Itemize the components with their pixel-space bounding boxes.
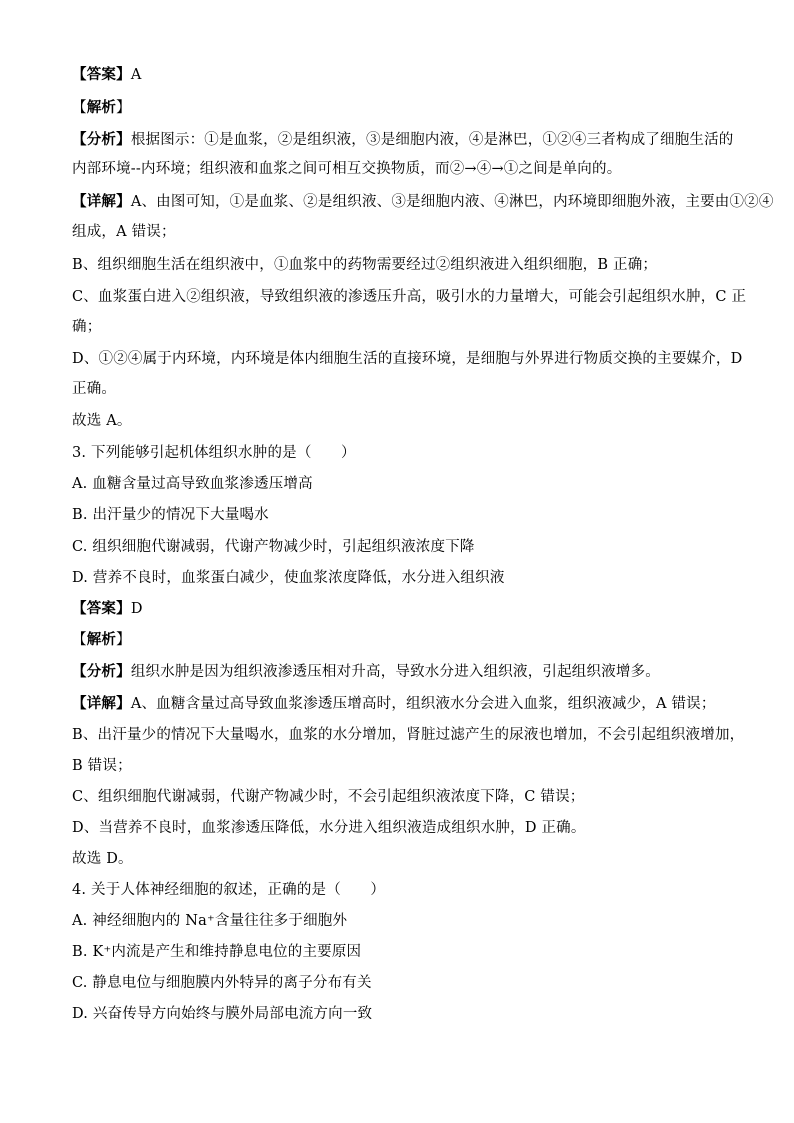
text-line	[72, 192, 774, 212]
line-text: 组成，A 错误；	[72, 224, 176, 240]
option-d	[72, 1004, 732, 1024]
answer-line	[72, 65, 732, 85]
line-label: 【分析】	[72, 663, 131, 680]
option-c	[72, 973, 732, 993]
text-line	[72, 725, 745, 745]
text-line	[72, 694, 732, 714]
answer-label: 【答案】	[72, 600, 131, 617]
option-c	[72, 537, 732, 557]
text-line	[72, 818, 732, 838]
text-line	[72, 222, 732, 242]
option-b	[72, 505, 732, 525]
line-text: B 错误；	[72, 758, 132, 774]
analysis-label: 解析	[86, 631, 117, 648]
line-text: 故选 A。	[72, 413, 132, 429]
line-text: A. 神经细胞内的 Na⁺含量往往多于细胞外	[72, 913, 348, 929]
text-line	[72, 349, 743, 369]
line-text: 根据图示：①是血浆，②是组织液，③是细胞内液，④是淋巴，①②④三者构成了细胞生活的	[130, 132, 734, 148]
text-line	[72, 287, 747, 307]
line-text: D. 兴奋传导方向始终与膜外局部电流方向一致	[72, 1006, 373, 1022]
option-d	[72, 568, 732, 588]
line-label: 【分析】	[72, 131, 131, 148]
line-label: 【详解】	[72, 193, 131, 210]
line-text: 正确。	[72, 381, 117, 397]
text-line	[72, 255, 732, 275]
line-text: C、血浆蛋白进入②组织液，导致组织液的渗透压升高，吸引水的力量增大，可能会引起组织水肿，C 正	[72, 289, 747, 305]
text-line	[72, 130, 732, 150]
line-text: A、血糖含量过高导致血浆渗透压增高时，组织液水分会进入血浆，组织液减少，A 错误；	[130, 696, 716, 712]
answer-text: D	[130, 601, 143, 617]
answer-label: 【答案】	[72, 66, 131, 83]
line-text: 内部环境--内环境；组织液和血浆之间可相互交换物质，而②→④→①之间是单向的。	[72, 161, 622, 177]
analysis-heading: 【解析】	[72, 99, 131, 116]
line-text: D、当营养不良时，血浆渗透压降低，水分进入组织液造成组织水肿，D 正确。	[72, 820, 586, 836]
analysis-label: 解析	[86, 99, 117, 116]
answer-text: A	[130, 67, 142, 83]
line-text: A. 血糖含量过高导致血浆渗透压增高	[72, 476, 313, 492]
text-line	[72, 787, 732, 807]
line-text: B、出汗量少的情况下大量喝水，血浆的水分增加，肾脏过滤产生的尿液也增加，不会引起组织液增加，	[72, 727, 745, 743]
line-text: C、组织细胞代谢减弱，代谢产物减少时，不会引起组织液浓度下降，C 错误；	[72, 789, 585, 805]
text-line	[72, 662, 732, 682]
answer-line	[72, 599, 732, 619]
line-text: C. 组织细胞代谢减弱，代谢产物减少时，引起组织液浓度下降	[72, 539, 475, 555]
line-text: B、组织细胞生活在组织液中，①血浆中的药物需要经过②组织液进入组织细胞，B 正确；	[72, 257, 658, 273]
line-text: 组织水肿是因为组织液渗透压相对升高，导致水分进入组织液，引起组织液增多。	[130, 664, 661, 680]
line-text: B. K⁺内流是产生和维持静息电位的主要原因	[72, 944, 362, 960]
option-a	[72, 911, 732, 931]
text-line	[72, 317, 732, 337]
text-line	[72, 379, 732, 399]
option-a	[72, 474, 732, 494]
text-line	[72, 849, 732, 869]
line-text: 4. 关于人体神经细胞的叙述，正确的是（ ）	[72, 882, 386, 898]
line-text: B. 出汗量少的情况下大量喝水	[72, 507, 269, 523]
line-text: 故选 D。	[72, 851, 133, 867]
analysis-heading: 【解析】	[72, 631, 131, 648]
text-line	[72, 756, 732, 776]
line-text: C. 静息电位与细胞膜内外特异的离子分布有关	[72, 975, 372, 991]
line-text: D. 营养不良时，血浆蛋白减少，使血浆浓度降低，水分进入组织液	[72, 570, 505, 586]
line-text: 确；	[72, 319, 102, 335]
line-text: D、①②④属于内环境，内环境是体内细胞生活的直接环境，是细胞与外界进行物质交换的主要媒介，D	[72, 351, 743, 367]
question-4-stem	[72, 880, 732, 900]
line-text: A、由图可知，①是血浆、②是组织液、③是细胞内液、④淋巴，内环境即细胞外液，主要由①②④	[130, 194, 774, 210]
line-text: 3. 下列能够引起机体组织水肿的是（ ）	[72, 445, 356, 461]
question-3-stem	[72, 443, 732, 463]
line-label: 【详解】	[72, 695, 131, 712]
text-line	[72, 411, 732, 431]
option-b	[72, 942, 732, 962]
text-line	[72, 159, 732, 179]
